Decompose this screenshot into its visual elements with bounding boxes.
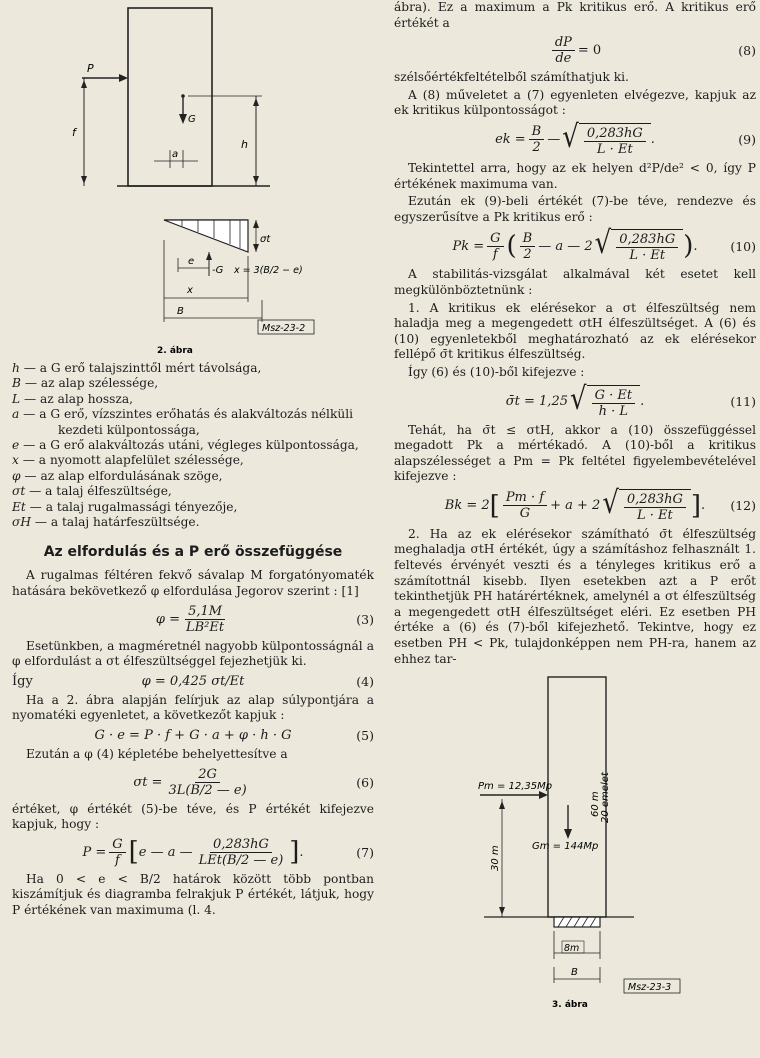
equation-number: (5): [356, 728, 374, 744]
equation-10: Pk = $\frac{G}{f}$ ( $\frac{B}{2}$ — a — 2 √ $\frac{0,283hG}{L \cdot Et}$ ) . (10): [452, 225, 756, 264]
definition-item: h — a G erő talajszinttől mért távolsága,: [12, 361, 262, 375]
equation-6: σt = $\frac{2G}{3L(B/2 — e)}$ (6): [133, 766, 374, 798]
fig2-label-x: x: [187, 285, 193, 296]
equation-number: (4): [356, 673, 374, 689]
equation-5: G · e = P · f + G · a + φ · h · G (5): [94, 728, 374, 744]
figure-2: [12, 0, 374, 355]
equation-8: $\frac{dP}{de}$ = 0 (8): [394, 35, 756, 66]
fig3-label-30m: 30 m: [490, 845, 501, 872]
fig2-label-h: h: [241, 138, 248, 151]
paragraph: Ha a 2. ábra alapján felírjuk az alap súlypontjára a nyomatéki egyenletet, a következőt kapjuk :: [12, 692, 374, 723]
paragraph: Ezután a φ (4) képletébe behelyettesítve a: [26, 747, 288, 762]
definition-item: B — az alap szélessége,: [12, 376, 159, 391]
definition-list: [12, 361, 374, 530]
definition-item: x — a nyomott alapfelület szélessége,: [12, 453, 244, 468]
paragraph: Ha 0 < e < B/2 határok között több pontban kiszámítjuk és diagramba felrakjuk P értékét, látjuk, hogy P értékének van maximuma (l. 4.: [12, 871, 374, 917]
fig3-label-pm: Pm = 12,35Mp: [478, 781, 553, 793]
fig2-label-minus-g: -G: [212, 265, 224, 276]
paragraph: Tekintettel arra, hogy az ek helyen d²P/de² < 0, így P értékének maximuma van.: [394, 160, 756, 191]
equation-7: P = $\frac{G}{f}$ [ e — a — $\frac{0,283hG}{\text{LEt(B/2 — e)}}$ ] . (7): [82, 836, 374, 868]
equation-number: (6): [356, 774, 374, 790]
equation-3: φ = $\frac{5,1M}{\text{LB²Et}}$ (3): [155, 603, 374, 635]
paragraph: A rugalmas féltéren fekvő sávalap M forgatónyomaték hatására bekövetkező φ elfordulása Jegorov szerint : [1]: [12, 568, 374, 599]
definition-item: σH — a talaj határfeszültsége.: [12, 515, 200, 530]
equation-number: (7): [356, 844, 374, 860]
equation-number: (3): [356, 611, 374, 627]
equation-number: (11): [730, 394, 756, 409]
fig3-label-emelet: 20 emelet: [600, 772, 611, 824]
equation-number: (12): [730, 498, 756, 514]
fig2-label-sigma: σt: [260, 234, 271, 245]
fig2-label-g: G: [188, 114, 196, 125]
paragraph: Így (6) és (10)-ből kifejezve :: [408, 364, 585, 379]
paragraph: Ezután ek (9)-beli értékét (7)-be téve, rendezve és egyszerűsítve a Pk kritikus erő :: [394, 194, 756, 224]
definition-item: Et — a talaj rugalmassági tényezője,: [12, 499, 238, 514]
paragraph: 1. A kritikus ek elérésekor a σt élfeszültség nem haladja meg a megengedett σtH élfeszültséget. A (6) és (10) egyenletekből meghatározható az ek elérésekor fellépő σ̄t kritikus élfeszültség.: [394, 300, 756, 362]
fig3-label-60m: 60 m: [590, 791, 601, 818]
equation-number: (9): [738, 132, 756, 148]
fig2-tag: Msz-23-2: [262, 323, 306, 334]
equation-11: σ̄t = 1,25 √ $\frac{G \cdot Et}{h \cdot L}$ . (11): [505, 381, 756, 419]
fig3-label-b: B: [571, 967, 578, 979]
equation-9: ek = $\frac{B}{2}$ — √ $\frac{0,283hG}{L \cdot Et}$ . (9): [495, 119, 756, 157]
fig2-stress-diagram: [164, 220, 248, 252]
fig2-label-b: B: [177, 306, 184, 317]
definition-item: L — az alap hossza,: [12, 391, 133, 406]
fig2-label-a: a: [172, 149, 179, 160]
fig2-label-p: P: [87, 62, 94, 75]
equation-number: (8): [738, 43, 756, 59]
fig2-g-arrow: [179, 114, 187, 124]
paragraph: értéket, φ értékét (5)-be téve, és P értékét kifejezve kapjuk, hogy :: [12, 801, 374, 832]
fig3-gm-arrow: [564, 829, 572, 839]
fig2-caption: 2. ábra: [157, 346, 193, 355]
definition-item: σt — a talaj élfeszültsége,: [12, 484, 172, 499]
fig3-label-gm: Gm = 144Mp: [532, 841, 599, 853]
definition-item: φ — az alap elfordulásának szöge,: [12, 468, 223, 483]
fig2-label-x-eq: x = 3(B/2 − e): [234, 265, 303, 276]
fig3-tag: Msz-23-3: [628, 982, 672, 994]
paragraph: Esetünkben, a magméretnél nagyobb külpontosságnál a φ elfordulást a σt élfeszültséggel fejezhetjük ki.: [12, 638, 374, 669]
equation-12: Bk = 2 [ $\frac{Pm \cdot f}{G}$ + a + 2 √ $\frac{0,283hG}{L \cdot Et}$ ] . (12): [444, 485, 756, 523]
left-column: [12, 0, 374, 1058]
fig2-p-arrow: [119, 74, 128, 82]
figure-3: [394, 673, 756, 1013]
paragraph: ábra). Ez a maximum a Pk kritikus erő. A kritikus erő értékét a: [394, 0, 756, 30]
equation-number: (10): [730, 238, 756, 254]
fig2-label-e: e: [188, 256, 195, 267]
paragraph: szélsőértékfeltételből számíthatjuk ki.: [394, 70, 629, 85]
fig3-label-8m: 8m: [564, 943, 580, 955]
fig3-caption: 3. ábra: [552, 1000, 588, 1011]
paragraph: A (8) műveletet a (7) egyenleten elvégezve, kapjuk az ek kritikus külpontosságot :: [394, 87, 756, 118]
definition-item: a — a G erő, vízszintes erőhatás és alakváltozás nélküli kezdeti külpontossága,: [12, 407, 353, 437]
paragraph: 2. Ha az ek elérésekor számítható σ̄t élfeszültség meghaladja σtH értékét, úgy a számításhoz felhasznált 1. feltevés érvényét veszti és a tényleges kritikus erő a számítottnál kisebb. Ilyen esetekben azt a P erőt tekinthetjük PH határértéknek, amelynél a σt élfeszültség a megengedett σtH élfeszültséget eléri. Ez esetben PH értéke a (6) és (7)-ből kifejezhető. Tekintve, hogy ez esetben PH < Pk, tulajdonképpen nem PH-ra, hanem az ehhez tar-: [394, 526, 756, 666]
paragraph: Tehát, ha σ̄t ≤ σtH, akkor a (10) összefüggéssel megadott Pk a mértékadó. A (10)-ből a kritikus alapszélességet a Pm = Pk feltétel figyelembevételével kifejezve :: [394, 422, 756, 484]
section-heading: Az elfordulás és a P erő összefüggése: [43, 544, 343, 561]
paragraph: A stabilitás-vizsgálat alkalmával két esetet kell megkülönböztetnünk :: [394, 267, 756, 297]
fig2-label-f: f: [72, 126, 76, 139]
equation-4: Így φ = 0,425 σt/Et (4): [12, 673, 374, 689]
fig3-pm-arrow: [539, 791, 548, 799]
right-column: [394, 0, 756, 1058]
definition-item: e — a G erő alakváltozás utáni, végleges külpontossága,: [12, 438, 359, 453]
